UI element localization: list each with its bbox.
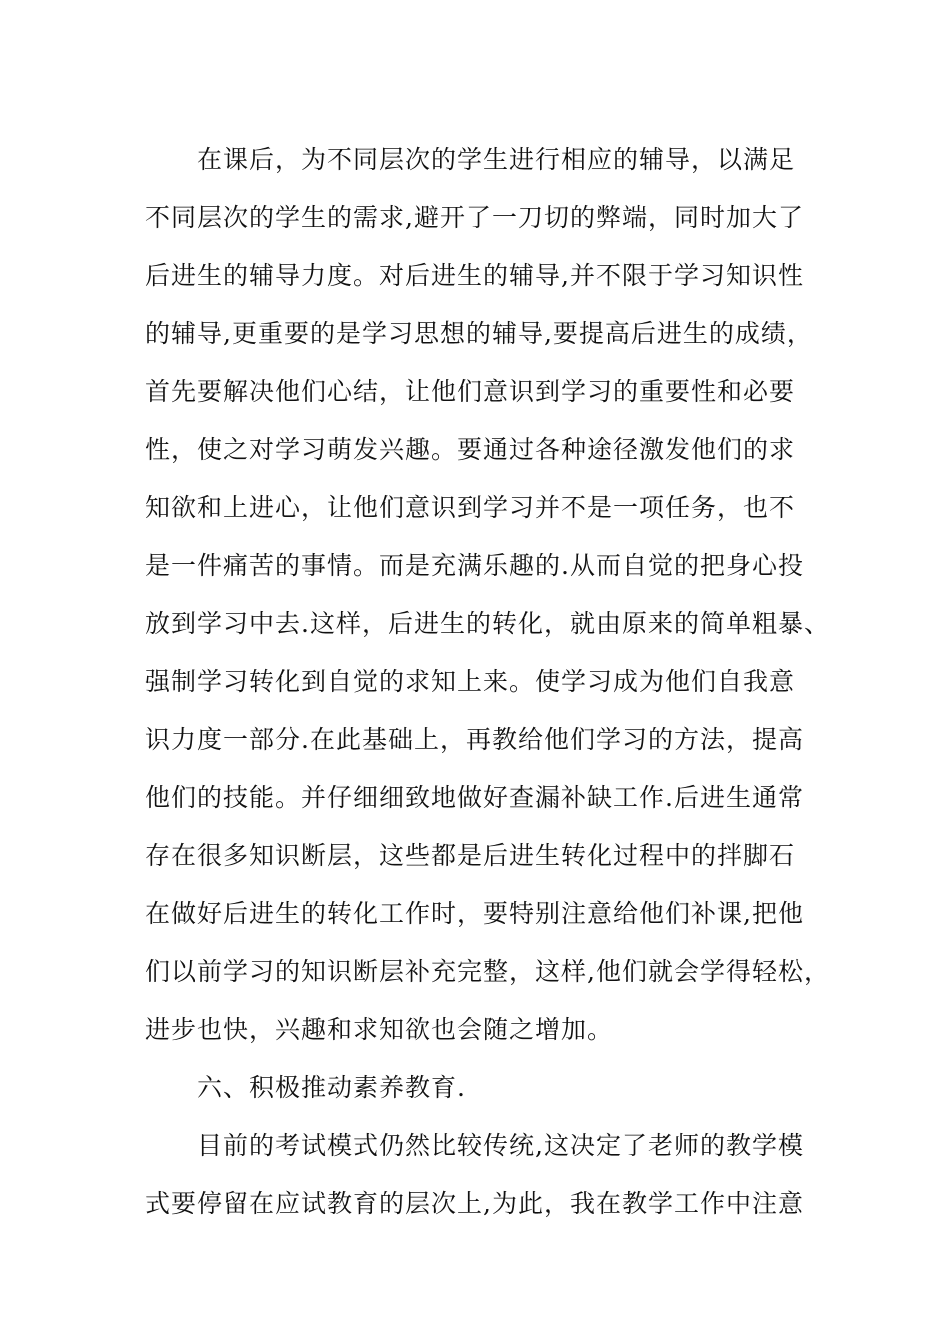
- paragraph-line: 放到学习中去.这样，后进生的转化，就由原来的简单粗暴、: [145, 609, 830, 638]
- paragraph-line: 在做好后进生的转化工作时，要特别注意给他们补课,把他: [145, 899, 804, 928]
- paragraph-line: 性，使之对学习萌发兴趣。要通过各种途径激发他们的求: [145, 435, 796, 464]
- paragraph-line: 存在很多知识断层，这些都是后进生转化过程中的拌脚石: [145, 841, 796, 870]
- paragraph-line: 强制学习转化到自觉的求知上来。使学习成为他们自我意: [145, 667, 796, 696]
- body-text: [145, 131, 830, 1233]
- paragraph-line: 进步也快，兴趣和求知欲也会随之增加。: [145, 1015, 614, 1044]
- paragraph-line: 在课后，为不同层次的学生进行相应的辅导，以满足: [197, 145, 796, 174]
- paragraph-line: 后进生的辅导力度。对后进生的辅导,并不限于学习知识性: [145, 261, 804, 290]
- section-heading: 六、积极推动素养教育.: [197, 1073, 466, 1102]
- paragraph-line: 目前的考试模式仍然比较传统,这决定了老师的教学模: [197, 1131, 804, 1160]
- paragraph-line: 们以前学习的知识断层补充完整，这样,他们就会学得轻松，: [145, 957, 830, 986]
- paragraph-line: 识力度一部分.在此基础上，再教给他们学习的方法，提高: [145, 725, 804, 754]
- paragraph-line: 式要停留在应试教育的层次上,为此，我在教学工作中注意: [145, 1189, 804, 1218]
- paragraph-line: 知欲和上进心，让他们意识到学习并不是一项任务，也不: [145, 493, 796, 522]
- paragraph-line: 不同层次的学生的需求,避开了一刀切的弊端，同时加大了: [145, 203, 804, 232]
- paragraph-line: 是一件痛苦的事情。而是充满乐趣的.从而自觉的把身心投: [145, 551, 804, 580]
- paragraph-line: 首先要解决他们心结，让他们意识到学习的重要性和必要: [145, 377, 796, 406]
- paragraph-line: 他们的技能。并仔细细致地做好查漏补缺工作.后进生通常: [145, 783, 804, 812]
- paragraph-line: 的辅导,更重要的是学习思想的辅导,要提高后进生的成绩，: [145, 319, 813, 348]
